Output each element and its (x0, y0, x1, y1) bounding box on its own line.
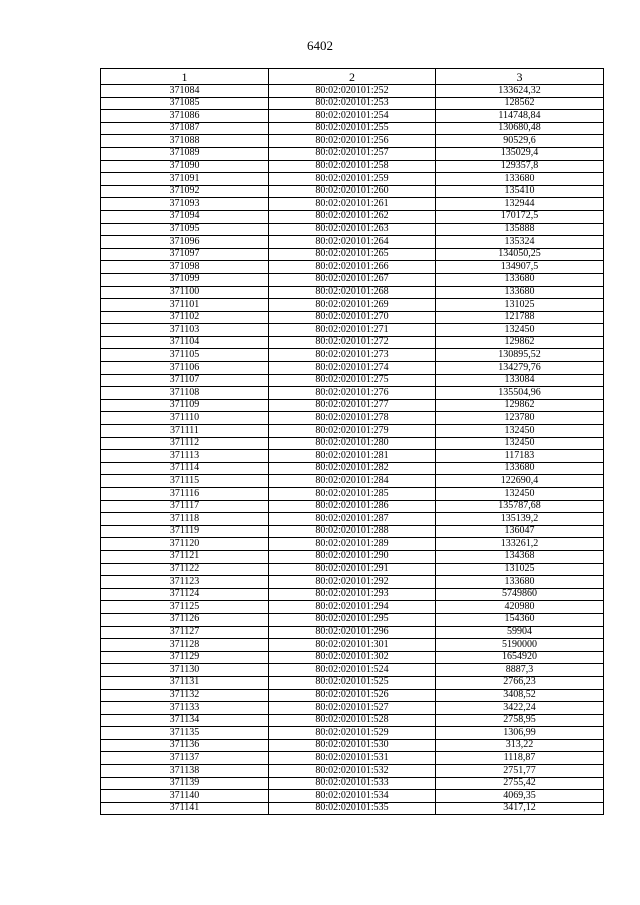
record-number-cell: 371106 (101, 362, 269, 375)
value-cell: 134907,5 (436, 261, 604, 274)
table-row (101, 576, 604, 589)
cadastral-number-cell: 80:02:020101:261 (269, 198, 436, 211)
record-number-cell: 371127 (101, 626, 269, 639)
record-number-cell: 371099 (101, 273, 269, 286)
record-number-cell: 371093 (101, 198, 269, 211)
table-row (101, 286, 604, 299)
cadastral-number-cell: 80:02:020101:256 (269, 135, 436, 148)
record-number-cell: 371133 (101, 702, 269, 715)
table-row (101, 676, 604, 689)
value-cell: 135504,96 (436, 387, 604, 400)
record-number-cell: 371085 (101, 97, 269, 110)
record-number-cell: 371107 (101, 374, 269, 387)
record-number-cell: 371117 (101, 500, 269, 513)
cadastral-number-cell: 80:02:020101:280 (269, 437, 436, 450)
table-row (101, 500, 604, 513)
table-row (101, 248, 604, 261)
record-number-cell: 371100 (101, 286, 269, 299)
record-number-cell: 371125 (101, 601, 269, 614)
cadastral-number-cell: 80:02:020101:533 (269, 777, 436, 790)
cadastral-number-cell: 80:02:020101:273 (269, 349, 436, 362)
table-row (101, 122, 604, 135)
table-row (101, 311, 604, 324)
table-row (101, 173, 604, 186)
cadastral-number-cell: 80:02:020101:269 (269, 299, 436, 312)
table-row (101, 236, 604, 249)
value-cell: 2766,23 (436, 676, 604, 689)
record-number-cell: 371141 (101, 802, 269, 815)
value-cell: 135787,68 (436, 500, 604, 513)
value-cell: 4069,35 (436, 790, 604, 803)
value-cell: 123780 (436, 412, 604, 425)
value-cell: 129357,8 (436, 160, 604, 173)
record-number-cell: 371129 (101, 651, 269, 664)
table-row (101, 374, 604, 387)
record-number-cell: 371140 (101, 790, 269, 803)
record-number-cell: 371105 (101, 349, 269, 362)
cadastral-number-cell: 80:02:020101:529 (269, 727, 436, 740)
value-cell: 133084 (436, 374, 604, 387)
value-cell: 5190000 (436, 639, 604, 652)
table-row (101, 752, 604, 765)
record-number-cell: 371095 (101, 223, 269, 236)
value-cell: 134279,76 (436, 362, 604, 375)
record-number-cell: 371098 (101, 261, 269, 274)
table-body (101, 85, 604, 815)
record-number-cell: 371115 (101, 475, 269, 488)
record-number-cell: 371120 (101, 538, 269, 551)
cadastral-number-cell: 80:02:020101:524 (269, 664, 436, 677)
value-cell: 133624,32 (436, 85, 604, 98)
cadastral-number-cell: 80:02:020101:294 (269, 601, 436, 614)
value-cell: 3417,12 (436, 802, 604, 815)
cadastral-number-cell: 80:02:020101:262 (269, 210, 436, 223)
value-cell: 1654920 (436, 651, 604, 664)
cadastral-number-cell: 80:02:020101:527 (269, 702, 436, 715)
record-number-cell: 371087 (101, 122, 269, 135)
record-number-cell: 371132 (101, 689, 269, 702)
table-row (101, 147, 604, 160)
record-number-cell: 371097 (101, 248, 269, 261)
cadastral-number-cell: 80:02:020101:288 (269, 525, 436, 538)
cadastral-number-cell: 80:02:020101:258 (269, 160, 436, 173)
table-row (101, 777, 604, 790)
value-cell: 129862 (436, 399, 604, 412)
value-cell: 131025 (436, 563, 604, 576)
cadastral-number-cell: 80:02:020101:285 (269, 488, 436, 501)
value-cell: 132450 (436, 324, 604, 337)
value-cell: 134050,25 (436, 248, 604, 261)
cadastral-number-cell: 80:02:020101:278 (269, 412, 436, 425)
record-number-cell: 371139 (101, 777, 269, 790)
table-row (101, 336, 604, 349)
value-cell: 133680 (436, 173, 604, 186)
cadastral-number-cell: 80:02:020101:535 (269, 802, 436, 815)
value-cell: 3422,24 (436, 702, 604, 715)
table-row (101, 349, 604, 362)
record-number-cell: 371089 (101, 147, 269, 160)
record-number-cell: 371088 (101, 135, 269, 148)
cadastral-number-cell: 80:02:020101:534 (269, 790, 436, 803)
record-number-cell: 371109 (101, 399, 269, 412)
table-row (101, 538, 604, 551)
cadastral-number-cell: 80:02:020101:282 (269, 462, 436, 475)
column-header-1: 1 (101, 69, 269, 85)
record-number-cell: 371102 (101, 311, 269, 324)
table-header-row (101, 69, 604, 85)
cadastral-number-cell: 80:02:020101:525 (269, 676, 436, 689)
record-number-cell: 371113 (101, 450, 269, 463)
cadastral-number-cell: 80:02:020101:257 (269, 147, 436, 160)
value-cell: 133680 (436, 286, 604, 299)
value-cell: 130895,52 (436, 349, 604, 362)
value-cell: 136047 (436, 525, 604, 538)
value-cell: 117183 (436, 450, 604, 463)
table-row (101, 462, 604, 475)
cadastral-number-cell: 80:02:020101:279 (269, 425, 436, 438)
record-number-cell: 371090 (101, 160, 269, 173)
record-number-cell: 371104 (101, 336, 269, 349)
value-cell: 1306,99 (436, 727, 604, 740)
value-cell: 114748,84 (436, 110, 604, 123)
cadastral-number-cell: 80:02:020101:284 (269, 475, 436, 488)
record-number-cell: 371119 (101, 525, 269, 538)
table-row (101, 664, 604, 677)
value-cell: 1118,87 (436, 752, 604, 765)
record-number-cell: 371092 (101, 185, 269, 198)
cadastral-number-cell: 80:02:020101:289 (269, 538, 436, 551)
cadastral-number-cell: 80:02:020101:275 (269, 374, 436, 387)
value-cell: 135324 (436, 236, 604, 249)
record-number-cell: 371123 (101, 576, 269, 589)
table-row (101, 324, 604, 337)
table-row (101, 550, 604, 563)
table-row (101, 639, 604, 652)
table-row (101, 802, 604, 815)
table-row (101, 110, 604, 123)
cadastral-number-cell: 80:02:020101:253 (269, 97, 436, 110)
cadastral-number-cell: 80:02:020101:295 (269, 613, 436, 626)
cadastral-number-cell: 80:02:020101:291 (269, 563, 436, 576)
record-number-cell: 371111 (101, 425, 269, 438)
table-row (101, 613, 604, 626)
record-number-cell: 371096 (101, 236, 269, 249)
value-cell: 132450 (436, 488, 604, 501)
cadastral-number-cell: 80:02:020101:265 (269, 248, 436, 261)
value-cell: 135139,2 (436, 513, 604, 526)
table-row (101, 790, 604, 803)
table-row (101, 425, 604, 438)
record-number-cell: 371135 (101, 727, 269, 740)
value-cell: 5749860 (436, 588, 604, 601)
value-cell: 132944 (436, 198, 604, 211)
table-row (101, 475, 604, 488)
table-row (101, 387, 604, 400)
table-row (101, 626, 604, 639)
cadastral-number-cell: 80:02:020101:252 (269, 85, 436, 98)
record-number-cell: 371101 (101, 299, 269, 312)
record-number-cell: 371091 (101, 173, 269, 186)
record-number-cell: 371136 (101, 739, 269, 752)
table-row (101, 198, 604, 211)
table-row (101, 727, 604, 740)
cadastral-number-cell: 80:02:020101:255 (269, 122, 436, 135)
table-row (101, 450, 604, 463)
table-row (101, 185, 604, 198)
table-row (101, 273, 604, 286)
cadastral-number-cell: 80:02:020101:254 (269, 110, 436, 123)
table-row (101, 412, 604, 425)
record-number-cell: 371122 (101, 563, 269, 576)
cadastral-number-cell: 80:02:020101:268 (269, 286, 436, 299)
value-cell: 3408,52 (436, 689, 604, 702)
table-row (101, 702, 604, 715)
table-row (101, 739, 604, 752)
cadastral-number-cell: 80:02:020101:263 (269, 223, 436, 236)
value-cell: 130680,48 (436, 122, 604, 135)
record-number-cell: 371094 (101, 210, 269, 223)
table-row (101, 488, 604, 501)
value-cell: 2758,95 (436, 714, 604, 727)
cadastral-number-cell: 80:02:020101:274 (269, 362, 436, 375)
record-number-cell: 371116 (101, 488, 269, 501)
value-cell: 2751,77 (436, 765, 604, 778)
record-number-cell: 371131 (101, 676, 269, 689)
cadastral-number-cell: 80:02:020101:290 (269, 550, 436, 563)
cadastral-number-cell: 80:02:020101:264 (269, 236, 436, 249)
value-cell: 420980 (436, 601, 604, 614)
value-cell: 132450 (436, 437, 604, 450)
cadastral-number-cell: 80:02:020101:301 (269, 639, 436, 652)
value-cell: 133680 (436, 576, 604, 589)
record-number-cell: 371126 (101, 613, 269, 626)
record-number-cell: 371084 (101, 85, 269, 98)
cadastral-number-cell: 80:02:020101:277 (269, 399, 436, 412)
table-row (101, 525, 604, 538)
record-number-cell: 371138 (101, 765, 269, 778)
cadastral-number-cell: 80:02:020101:302 (269, 651, 436, 664)
value-cell: 129862 (436, 336, 604, 349)
table-row (101, 689, 604, 702)
record-number-cell: 371124 (101, 588, 269, 601)
cadastral-number-cell: 80:02:020101:286 (269, 500, 436, 513)
value-cell: 313,22 (436, 739, 604, 752)
record-number-cell: 371086 (101, 110, 269, 123)
value-cell: 90529,6 (436, 135, 604, 148)
value-cell: 134368 (436, 550, 604, 563)
table-row (101, 765, 604, 778)
cadastral-number-cell: 80:02:020101:528 (269, 714, 436, 727)
cadastral-number-cell: 80:02:020101:531 (269, 752, 436, 765)
table-row (101, 85, 604, 98)
table-row (101, 513, 604, 526)
value-cell: 135410 (436, 185, 604, 198)
table-row (101, 97, 604, 110)
column-header-3: 3 (436, 69, 604, 85)
value-cell: 2755,42 (436, 777, 604, 790)
table-row (101, 210, 604, 223)
cadastral-number-cell: 80:02:020101:276 (269, 387, 436, 400)
page-number: 6402 (307, 38, 333, 53)
value-cell: 133261,2 (436, 538, 604, 551)
cadastral-number-cell: 80:02:020101:281 (269, 450, 436, 463)
cadastral-number-cell: 80:02:020101:272 (269, 336, 436, 349)
cadastral-number-cell: 80:02:020101:270 (269, 311, 436, 324)
value-cell: 170172,5 (436, 210, 604, 223)
record-number-cell: 371130 (101, 664, 269, 677)
value-cell: 154360 (436, 613, 604, 626)
value-cell: 128562 (436, 97, 604, 110)
data-table (100, 68, 604, 815)
column-header-2: 2 (269, 69, 436, 85)
cadastral-number-cell: 80:02:020101:526 (269, 689, 436, 702)
table-row (101, 160, 604, 173)
cadastral-number-cell: 80:02:020101:293 (269, 588, 436, 601)
record-number-cell: 371134 (101, 714, 269, 727)
cadastral-number-cell: 80:02:020101:267 (269, 273, 436, 286)
table-row (101, 299, 604, 312)
table-row (101, 261, 604, 274)
cadastral-number-cell: 80:02:020101:292 (269, 576, 436, 589)
value-cell: 131025 (436, 299, 604, 312)
table-row (101, 362, 604, 375)
value-cell: 8887,3 (436, 664, 604, 677)
table-row (101, 714, 604, 727)
record-number-cell: 371112 (101, 437, 269, 450)
value-cell: 135029,4 (436, 147, 604, 160)
value-cell: 135888 (436, 223, 604, 236)
record-number-cell: 371110 (101, 412, 269, 425)
table-row (101, 563, 604, 576)
record-number-cell: 371137 (101, 752, 269, 765)
value-cell: 132450 (436, 425, 604, 438)
cadastral-number-cell: 80:02:020101:260 (269, 185, 436, 198)
value-cell: 121788 (436, 311, 604, 324)
record-number-cell: 371118 (101, 513, 269, 526)
table-row (101, 588, 604, 601)
table-row (101, 223, 604, 236)
cadastral-number-cell: 80:02:020101:532 (269, 765, 436, 778)
value-cell: 133680 (436, 462, 604, 475)
cadastral-number-cell: 80:02:020101:271 (269, 324, 436, 337)
value-cell: 133680 (436, 273, 604, 286)
cadastral-number-cell: 80:02:020101:296 (269, 626, 436, 639)
table-row (101, 135, 604, 148)
cadastral-number-cell: 80:02:020101:530 (269, 739, 436, 752)
table-row (101, 399, 604, 412)
value-cell: 122690,4 (436, 475, 604, 488)
record-number-cell: 371128 (101, 639, 269, 652)
cadastral-number-cell: 80:02:020101:287 (269, 513, 436, 526)
cadastral-number-cell: 80:02:020101:266 (269, 261, 436, 274)
record-number-cell: 371108 (101, 387, 269, 400)
table-row (101, 601, 604, 614)
table-row (101, 651, 604, 664)
record-number-cell: 371114 (101, 462, 269, 475)
value-cell: 59904 (436, 626, 604, 639)
record-number-cell: 371121 (101, 550, 269, 563)
table-row (101, 437, 604, 450)
cadastral-number-cell: 80:02:020101:259 (269, 173, 436, 186)
record-number-cell: 371103 (101, 324, 269, 337)
